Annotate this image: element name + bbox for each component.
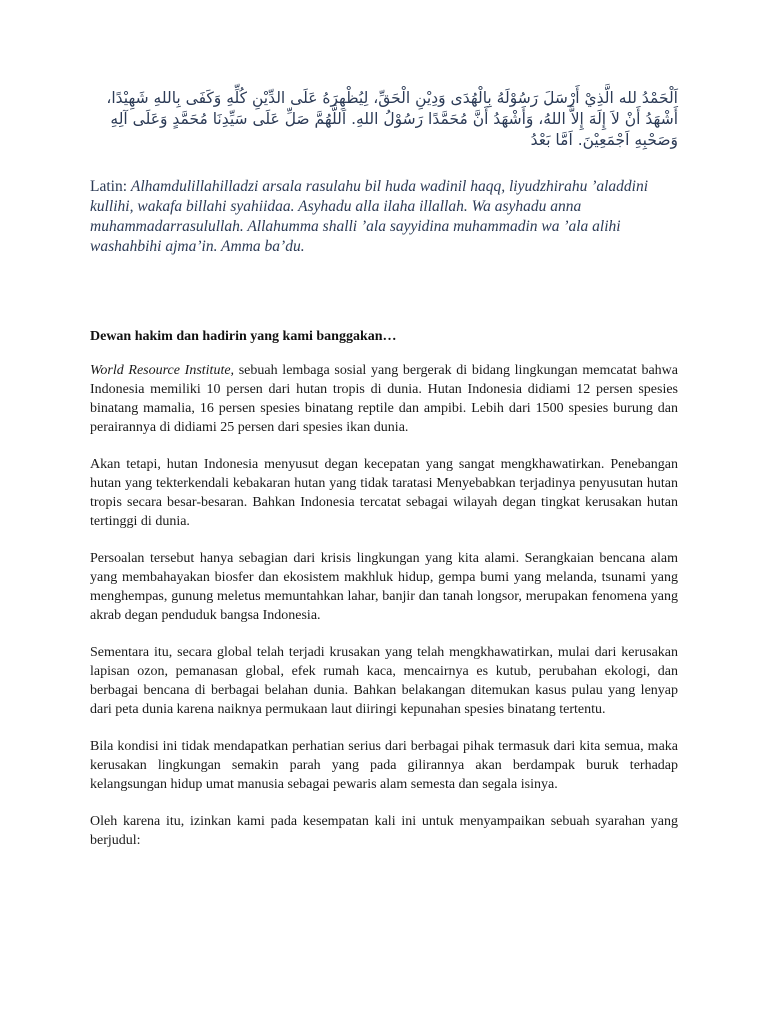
document-page [90, 88, 678, 850]
latin-label: Latin: [90, 178, 131, 195]
arabic-opening-prayer: اَلْحَمْدُ لله الَّذِيْ أَرْسَلَ رَسُوْلَهُ بِالْهُدَى وَدِيْنِ الْحَقِّ، لِيُظْهِرَهُ عَلَى الدِّيْنِ كُلِّهِ وَكَفَى بِاللهِ شَهِيْدًا، أَشْهَدُ أَنْ لاَ إِلَهَ إِلاَّ اللهُ، وَأَشْهَدُ أَنَّ مُحَمَّدًا رَسُوْلُ اللهِ. اَللَّهُمَّ صَلِّ عَلَى سَيِّدِنَا مُحَمَّدٍ وَعَلَى آلِهِ وَصَحْبِهِ اَجْمَعِيْنَ. اَمَّا بَعْدُ [106, 89, 678, 149]
paragraph-5: Bila kondisi ini tidak mendapatkan perhatian serius dari berbagai pihak termasuk dari kita semua, maka kerusakan lingkungan semakin parah yang pada gilirannya akan berdampak buruk terhadap kelangsungan hidup umat manusia sebagai pewaris alam semesta dan segala isinya. [90, 739, 678, 792]
latin-text: Alhamdulillahilladzi arsala rasulahu bil huda wadinil haqq, liyudzhirahu ’aladdini kullihi, wakafa billahi syahiidaa. Asyhadu alla ilaha illallah. Wa asyhadu anna muhammadarrasulullah. Allahumma shalli ’ala sayyidina muhammadin wa ’ala alihi washahbihi ajma’in. Amma ba’du. [90, 178, 649, 255]
paragraph-6: Oleh karena itu, izinkan kami pada kesempatan kali ini untuk menyampaikan sebuah syarahan yang berjudul: [90, 814, 678, 848]
paragraph-2: Akan tetapi, hutan Indonesia menyusut degan kecepatan yang sangat mengkhawatirkan. Penebangan hutan yang tekterkendali kebakaran hutan yang tidak taratasi Menyebabkan terjadinya penyusutan hutan tropis secara besar-besaran. Bahkan Indonesia tercatat sebagai wilayah degan tingkat kerusakan hutan tertinggi di dunia. [90, 457, 678, 529]
paragraph-3: Persoalan tersebut hanya sebagian dari krisis lingkungan yang kita alami. Serangkaian bencana alam yang membahayakan biosfer dan ekosistem makhluk hidup, gempa bumi yang melanda, tsunami yang menghempas, gunung meletus memuntahkan lahar, banjir dan tanah longsor, merupakan fenomena yang akrab degan penduduk bangsa Indonesia. [90, 551, 678, 623]
paragraph-4: Sementara itu, secara global telah terjadi krusakan yang telah mengkhawatirkan, mulai dari kerusakan lapisan ozon, pemanasan global, efek rumah kaca, mencairnya es kutub, perubahan ekologi, dan berbagai bencana di berbagai belahan dunia. Bahkan belakangan ditemukan kasus pulau yang lenyap dari peta dunia karena naiknya permukaan laut diiringi kepunahan spesies binatang tertentu. [90, 645, 678, 717]
latin-transliteration [90, 177, 678, 257]
paragraph-1-body: sebuah lembaga sosial yang bergerak di bidang lingkungan memcatat bahwa Indonesia memiliki 10 persen dari hutan tropis di dunia. Hutan Indonesia didiami 12 persen spesies binatang mamalia, 16 persen spesies binatang reptile dan ampibi. Lebih dari 1500 spesies burung dan perairannya di didiami 25 persen dari spesies ikan dunia. [90, 363, 678, 435]
paragraph-1 [90, 361, 678, 437]
greeting-heading: Dewan hakim dan hadirin yang kami banggakan… [90, 329, 397, 344]
paragraph-1-lead: World Resource Institute, [90, 363, 235, 378]
